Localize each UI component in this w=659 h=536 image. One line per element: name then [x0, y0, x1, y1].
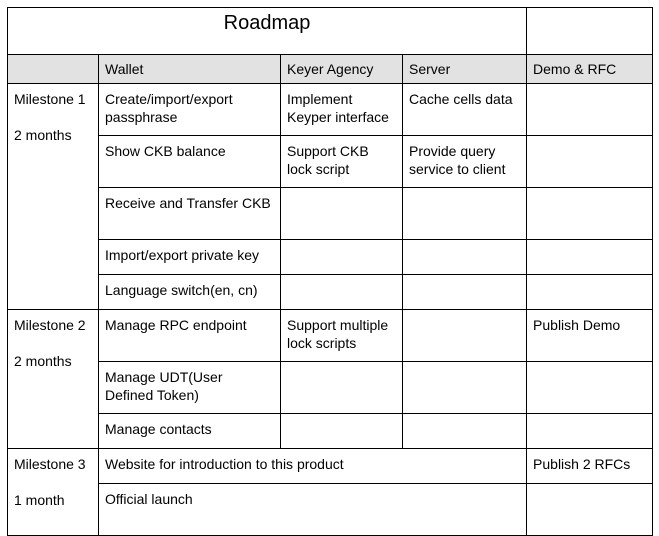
wallet-cell: Show CKB balance [99, 136, 281, 188]
table-row [8, 414, 653, 449]
server-cell [403, 240, 527, 275]
spanning-task-cell: Website for introduction to this product [99, 449, 527, 484]
header-keyer-agency: Keyer Agency [281, 55, 403, 84]
table-row [8, 240, 653, 275]
demo-cell [527, 136, 653, 188]
spanning-task-cell: Official launch [99, 484, 527, 536]
demo-cell [527, 484, 653, 536]
wallet-cell: Manage RPC endpoint [99, 310, 281, 362]
wallet-cell: Receive and Transfer CKB [99, 188, 281, 240]
header-row [8, 55, 653, 84]
table-row [8, 449, 653, 484]
demo-cell [527, 188, 653, 240]
header-wallet: Wallet [99, 55, 281, 84]
title-row [8, 8, 653, 55]
header-server: Server [403, 55, 527, 84]
table-row [8, 136, 653, 188]
server-cell [403, 362, 527, 414]
table-row [8, 84, 653, 136]
demo-cell [527, 362, 653, 414]
milestone-name: Milestone 1 [14, 91, 86, 107]
keyer-cell [281, 188, 403, 240]
demo-cell [527, 414, 653, 449]
demo-cell [527, 275, 653, 310]
table-row [8, 275, 653, 310]
milestone-duration: 2 months [14, 127, 72, 143]
milestone-1-cell [8, 84, 99, 310]
keyer-cell: Support multiple lock scripts [281, 310, 403, 362]
keyer-cell [281, 362, 403, 414]
demo-cell: Publish Demo [527, 310, 653, 362]
server-cell: Provide query service to client [403, 136, 527, 188]
table-row [8, 362, 653, 414]
roadmap-table [7, 7, 653, 536]
table-row [8, 484, 653, 536]
title-empty-cell [527, 8, 653, 55]
demo-cell: Publish 2 RFCs [527, 449, 653, 484]
wallet-cell: Language switch(en, cn) [99, 275, 281, 310]
server-cell [403, 275, 527, 310]
milestone-name: Milestone 3 [14, 456, 86, 472]
milestone-3-cell [8, 449, 99, 536]
server-cell: Cache cells data [403, 84, 527, 136]
demo-cell [527, 240, 653, 275]
milestone-duration: 2 months [14, 353, 72, 369]
keyer-cell [281, 414, 403, 449]
milestone-name: Milestone 2 [14, 317, 86, 333]
header-demo-rfc: Demo & RFC [527, 55, 653, 84]
milestone-duration: 1 month [14, 492, 65, 508]
keyer-cell: Support CKB lock script [281, 136, 403, 188]
server-cell [403, 414, 527, 449]
table-row [8, 310, 653, 362]
keyer-cell [281, 240, 403, 275]
keyer-cell: Implement Keyper interface [281, 84, 403, 136]
wallet-cell: Manage contacts [99, 414, 281, 449]
demo-cell [527, 84, 653, 136]
server-cell [403, 310, 527, 362]
milestone-2-cell [8, 310, 99, 449]
wallet-cell: Create/import/export passphrase [99, 84, 281, 136]
server-cell [403, 188, 527, 240]
header-empty-cell [8, 55, 99, 84]
table-row [8, 188, 653, 240]
keyer-cell [281, 275, 403, 310]
wallet-cell: Import/export private key [99, 240, 281, 275]
roadmap-title: Roadmap [8, 8, 527, 55]
wallet-cell: Manage UDT(User Defined Token) [99, 362, 281, 414]
